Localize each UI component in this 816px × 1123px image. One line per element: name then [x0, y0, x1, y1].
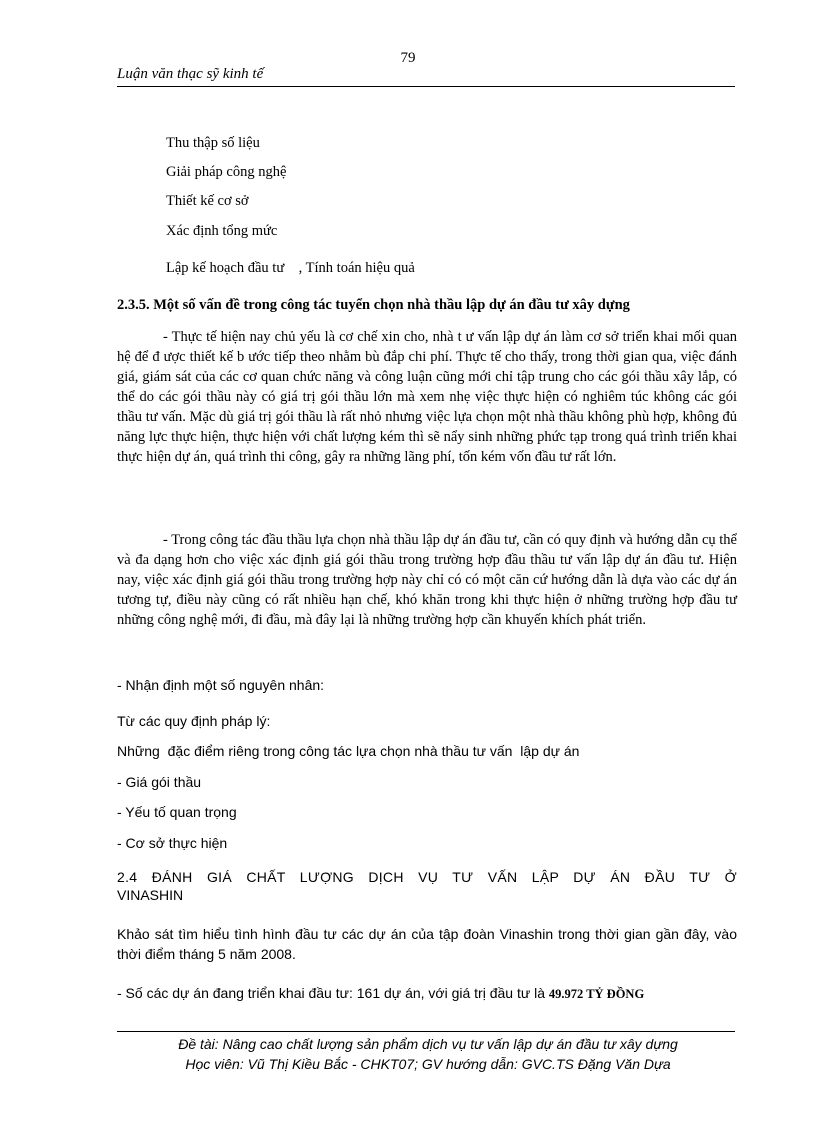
project-count-text: - Số các dự án đang triển khai đầu tư: 161 dự án, với giá trị đầu tư là: [117, 985, 549, 1001]
legal-line: Từ các quy định pháp lý:: [117, 713, 271, 729]
section-24-heading: 2.4 ĐÁNH GIÁ CHẤT LƯỢNG DỊCH VỤ TƯ VẤN LẬP DỰ ÁN ĐẦU TƯ Ở: [117, 869, 737, 885]
cause-intro: - Nhận định một số nguyên nhân:: [117, 677, 325, 693]
footer-student: Học viên: Vũ Thị Kiều Bắc - CHKT07; GV hướng dẫn: GVC.TS Đặng Văn Dựa: [185, 1056, 671, 1072]
bullet-item: - Cơ sở thực hiện: [117, 835, 228, 851]
investment-value: 49.972 TỶ ĐỒNG: [548, 987, 645, 1001]
bullet-item: - Yếu tố quan trọng: [117, 804, 237, 820]
footer-rule: [117, 1031, 735, 1032]
project-count: [117, 985, 644, 1002]
section-24-heading-line2: VINASHIN: [117, 887, 184, 903]
paragraph-text: - Thực tế hiện nay chủ yếu là cơ chế xin cho, nhà t ư vấn lập dự án làm cơ sở triển khai mối quan hệ để đ ược thiết kế b ước tiếp theo nhằm bù đắp chi phí. Thực tế cho thấy, trong thời gian qua, việc đánh giá, giám sát của các cơ quan chức năng và công luận cũng mới chỉ tập trung cho các gói thầu xây lắp, có thể do các gói thầu này có giá trị gói thầu lớn mà xem nhẹ việc thực hiện có nghiêm túc không các gói thầu tư vấn. Mặc dù giá trị gói thầu là rất nhỏ nhưng việc lựa chọn một nhà thầu không phù hợp, không đủ năng lực thực hiện, thực hiện với chất lượng kém thì sẽ nẩy sinh những phức tạp trong quá trình triển khai thực hiện dự án, quá trình thi công, gây ra những lãng phí, tốn kém vốn đầu tư rất lớn.: [117, 329, 737, 465]
page-number: 79: [400, 50, 416, 66]
footer-topic: Đề tài: Nâng cao chất lượng sản phẩm dịch vụ tư vấn lập dự án đầu tư xây dựng: [178, 1036, 678, 1052]
header-title: Luận văn thạc sỹ kinh tế: [117, 66, 264, 82]
step-item: Giải pháp công nghệ: [166, 164, 287, 180]
paragraph: [117, 530, 737, 630]
step-item: Xác định tổng mức: [166, 223, 278, 239]
survey-paragraph: Khảo sát tìm hiểu tình hình đầu tư các dự án của tập đoàn Vinashin trong thời gian gần đây, vào thời điểm tháng 5 năm 2008.: [117, 926, 737, 962]
features-line: Những đặc điểm riêng trong công tác lựa chọn nhà thầu tư vấn lập dự án: [117, 743, 580, 759]
section-heading: 2.3.5. Một số vấn đề trong công tác tuyển chọn nhà thầu lập dự án đầu tư xây dựng: [117, 297, 630, 313]
bullet-item: - Giá gói thầu: [117, 774, 202, 790]
step-item: Lập kế hoạch đầu tư , Tính toán hiệu quả: [166, 260, 415, 276]
step-item: Thu thập số liệu: [166, 135, 260, 151]
paragraph: [117, 327, 737, 467]
header-rule: [117, 86, 735, 87]
paragraph-text: - Trong công tác đầu thầu lựa chọn nhà thầu lập dự án đầu tư, cần có quy định và hướng dẫn cụ thể và đa dạng hơn cho việc xác định giá gói thầu trong trường hợp đầu thầu tư vấn lập dự án đầu tư. Hiện nay, việc xác định giá gói thầu trong trường hợp này chỉ có có một căn cứ hướng dẫn là dựa vào các dự án tương tự, điều này cũng có rất nhiều hạn chế, khó khăn trong khi thực hiện ở những trường hợp đầu tư những công nghệ mới, đi đầu, mà đây lại là những trường hợp cần khuyến khích phát triển.: [117, 532, 737, 628]
step-item: Thiết kế cơ sở: [166, 193, 249, 209]
